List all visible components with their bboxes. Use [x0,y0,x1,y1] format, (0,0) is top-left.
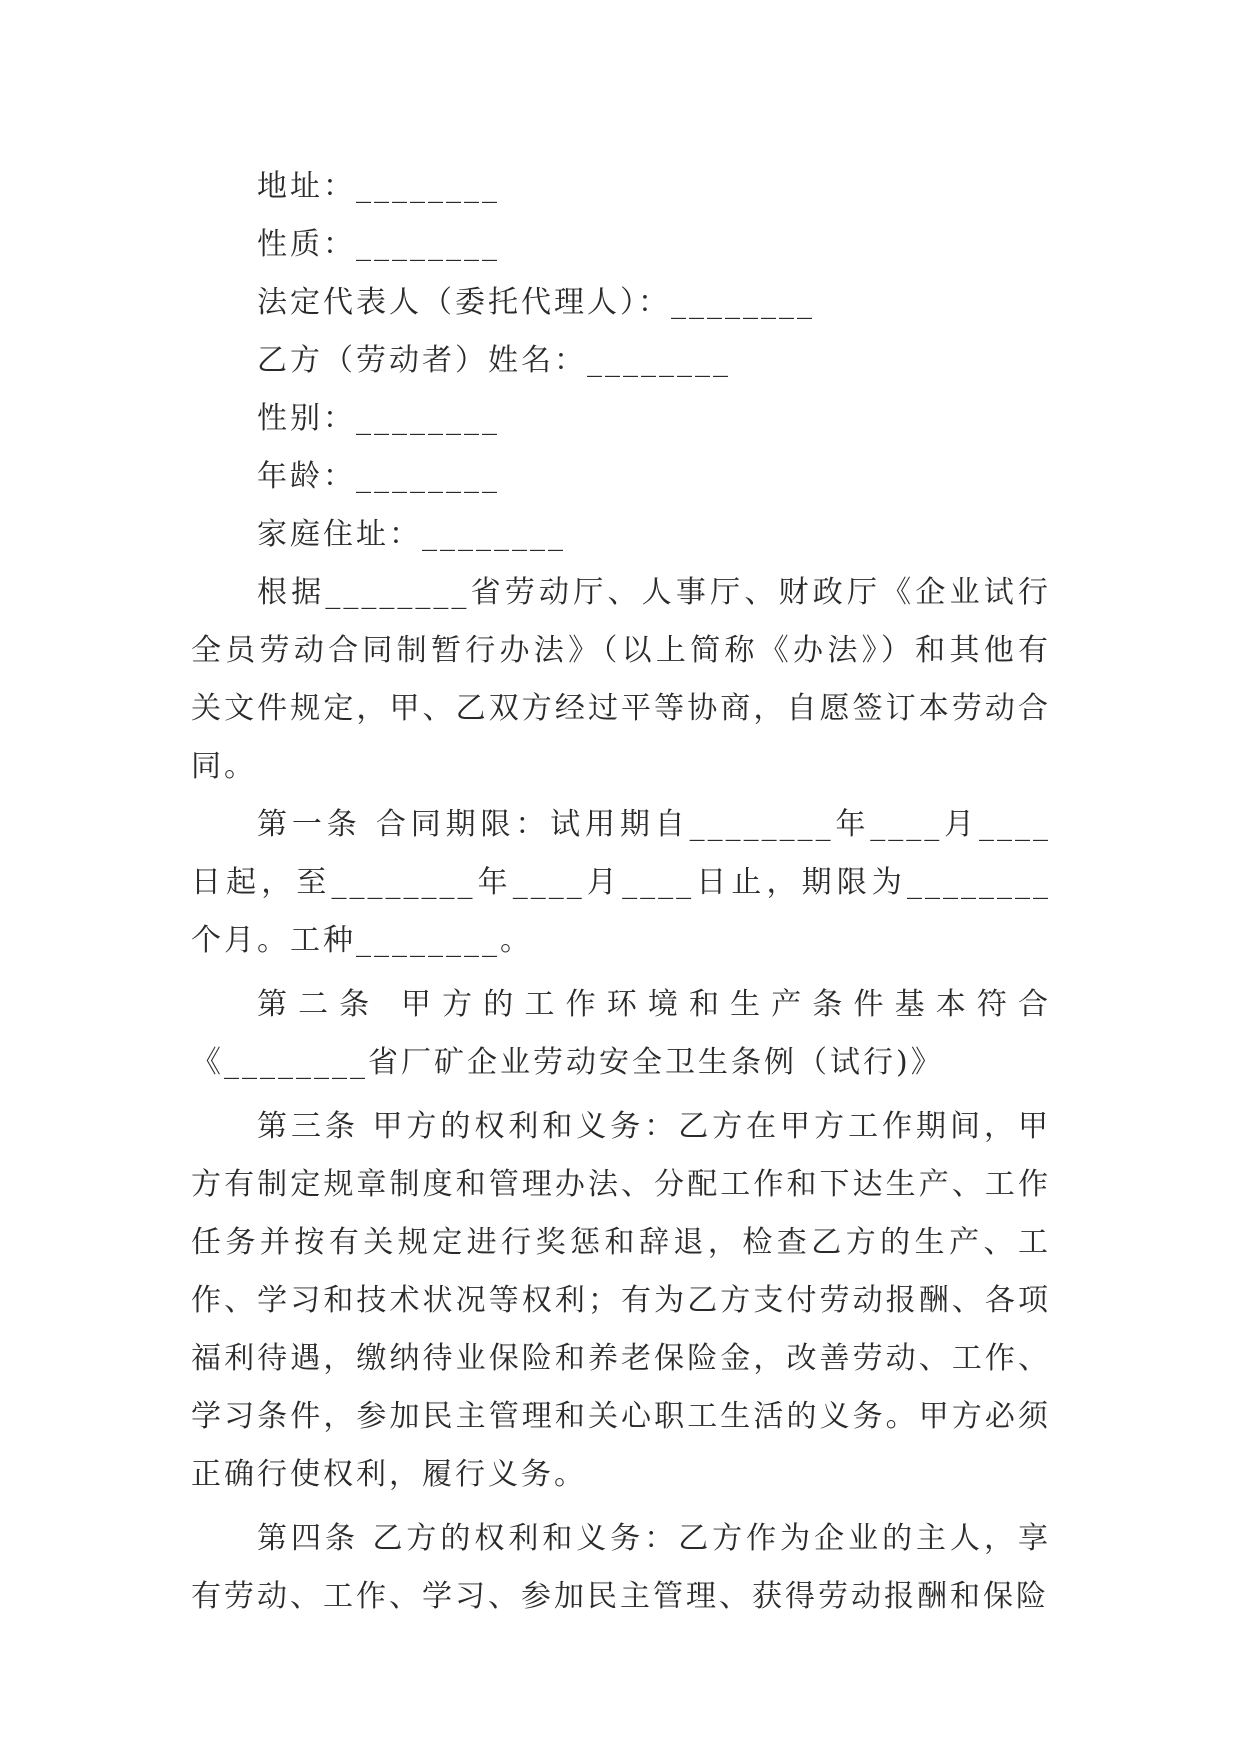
contract-body [191,158,1051,1626]
preamble-paragraph: 根据________省劳动厅、人事厅、财政厅《企业试行全员劳动合同制暂行办法》（以上简称《办法》）和其他有关文件规定，甲、乙双方经过平等协商，自愿签订本劳动合同。 [191,575,1051,784]
article-4-paragraph: 第四条 乙方的权利和义务：乙方作为企业的主人，享有劳动、工作、学习、参加民主管理、获得劳动报酬和保险 [191,1521,1051,1614]
address-field: 地址：________ [257,169,500,204]
employee-name-field: 乙方（劳动者）姓名：________ [257,343,731,378]
article-1-paragraph: 第一条 合同期限：试用期自________年____月____日起，至________年____月____日止，期限为________个月。工种________。 [191,807,1051,958]
legal-representative-field: 法定代表人（委托代理人）：________ [257,285,815,320]
article-2-paragraph: 第二条 甲方的工作环境和生产条件基本符合《________省厂矿企业劳动安全卫生条例（试行)》 [191,987,1051,1080]
gender-field: 性别：________ [257,401,500,436]
home-address-field: 家庭住址：________ [257,517,566,552]
article-3-paragraph: 第三条 甲方的权利和义务：乙方在甲方工作期间，甲方有制定规章制度和管理办法、分配工作和下达生产、工作任务并按有关规定进行奖惩和辞退，检查乙方的生产、工作、学习和技术状况等权利；有为乙方支付劳动报酬、各项福利待遇，缴纳待业保险和养老保险金，改善劳动、工作、学习条件，参加民主管理和关心职工生活的义务。甲方必须正确行使权利，履行义务。 [191,1109,1051,1492]
nature-field: 性质：________ [257,227,500,262]
age-field: 年龄：________ [257,459,500,494]
